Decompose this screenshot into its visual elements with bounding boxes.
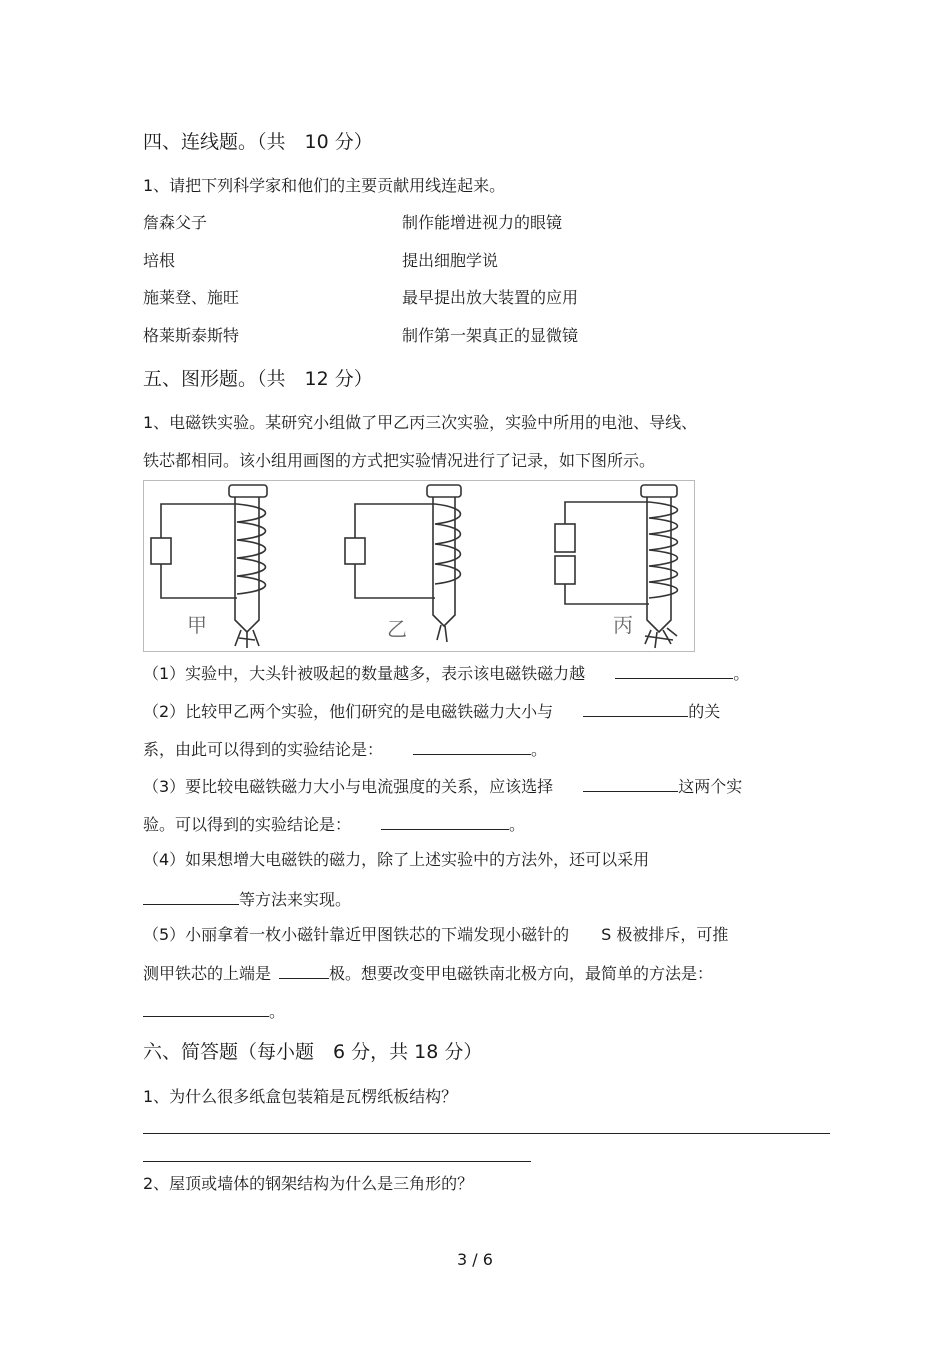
section-4-heading: 四、连线题。（共 10 分）: [143, 131, 373, 153]
question-5-5b: [143, 962, 713, 984]
answer-line-6-1a[interactable]: [143, 1133, 830, 1134]
answer-blank-5-1[interactable]: [615, 662, 733, 679]
question-5-5c: [143, 1000, 285, 1022]
section-5-intro-line-2: 铁芯都相同。该小组用画图的方式把实验情况进行了记录，如下图所示。: [143, 451, 656, 470]
question-5-5: （5）小丽拿着一枚小磁针靠近甲图铁芯的下端发现小磁针的 S 极被排斥，可推: [143, 925, 729, 944]
question-5-3: [143, 775, 742, 797]
experiment-jia-diagram: [151, 485, 267, 648]
question-5-4b-tail: 等方法来实现。: [239, 890, 352, 909]
match-right-3: 最早提出放大装置的应用: [402, 288, 579, 307]
match-right-1: 制作能增进视力的眼镜: [402, 213, 563, 232]
answer-blank-5-2a[interactable]: [583, 700, 688, 717]
match-right-2: 提出细胞学说: [402, 251, 499, 270]
figure-label-jia: 甲: [187, 613, 207, 637]
question-5-2b: [143, 738, 547, 760]
section-5-intro-line-1: 1、电磁铁实验。某研究小组做了甲乙丙三次实验，实验中所用的电池、导线、: [143, 413, 698, 432]
question-5-1-end: 。: [733, 664, 750, 683]
section-4-question: 1、请把下列科学家和他们的主要贡献用线连起来。: [143, 176, 506, 195]
electromagnet-experiment-figure: [143, 480, 695, 652]
question-5-3b: [143, 813, 525, 835]
section-6-question-1: 1、为什么很多纸盒包装箱是瓦楞纸板结构？: [143, 1087, 458, 1106]
question-5-5b-text: 测甲铁芯的上端是: [143, 964, 272, 983]
answer-line-6-1b[interactable]: [143, 1161, 531, 1162]
question-5-3-tail: 这两个实: [678, 777, 743, 796]
match-right-4: 制作第一架真正的显微镜: [402, 326, 579, 345]
question-5-2b-end: 。: [531, 740, 548, 759]
question-5-2: [143, 700, 720, 722]
answer-blank-5-2b[interactable]: [413, 738, 531, 755]
section-5-heading: 五、图形题。（共 12 分）: [143, 368, 373, 390]
question-5-2-text: （2）比较甲乙两个实验，他们研究的是电磁铁磁力大小与: [143, 702, 554, 721]
answer-blank-5-3b[interactable]: [381, 813, 509, 830]
match-left-3: 施莱登、施旺: [143, 288, 240, 307]
section-6-heading: 六、简答题（每小题 6 分，共 18 分）: [143, 1041, 483, 1063]
section-6-question-2: 2、屋顶或墙体的钢架结构为什么是三角形的？: [143, 1174, 474, 1193]
match-left-2: 培根: [143, 251, 176, 270]
answer-blank-5-5b[interactable]: [143, 1000, 269, 1017]
answer-blank-5-4[interactable]: [143, 888, 239, 905]
question-5-4: （4）如果想增大电磁铁的磁力，除了上述实验中的方法外，还可以采用: [143, 850, 650, 869]
question-5-2b-text: 系，由此可以得到的实验结论是：: [143, 740, 384, 759]
question-5-3-text: （3）要比较电磁铁磁力大小与电流强度的关系，应该选择: [143, 777, 554, 796]
question-5-2-tail: 的关: [688, 702, 721, 721]
question-5-4b: [143, 888, 351, 910]
question-5-1: [143, 662, 749, 684]
match-left-1: 詹森父子: [143, 213, 208, 232]
question-5-1-text: （1）实验中，大头针被吸起的数量越多，表示该电磁铁磁力越: [143, 664, 586, 683]
match-left-4: 格莱斯泰斯特: [143, 326, 240, 345]
question-5-3b-end: 。: [509, 815, 526, 834]
question-5-5b-tail: 极。想要改变甲电磁铁南北极方向，最简单的方法是：: [329, 964, 714, 983]
figure-label-bing: 丙: [613, 613, 633, 637]
question-5-5c-end: 。: [269, 1002, 286, 1021]
figure-label-yi: 乙: [387, 617, 407, 641]
page-number: 3 / 6: [457, 1250, 493, 1269]
answer-blank-5-3a[interactable]: [583, 775, 678, 792]
answer-blank-5-5a[interactable]: [279, 962, 329, 979]
question-5-3b-text: 验。可以得到的实验结论是：: [143, 815, 352, 834]
